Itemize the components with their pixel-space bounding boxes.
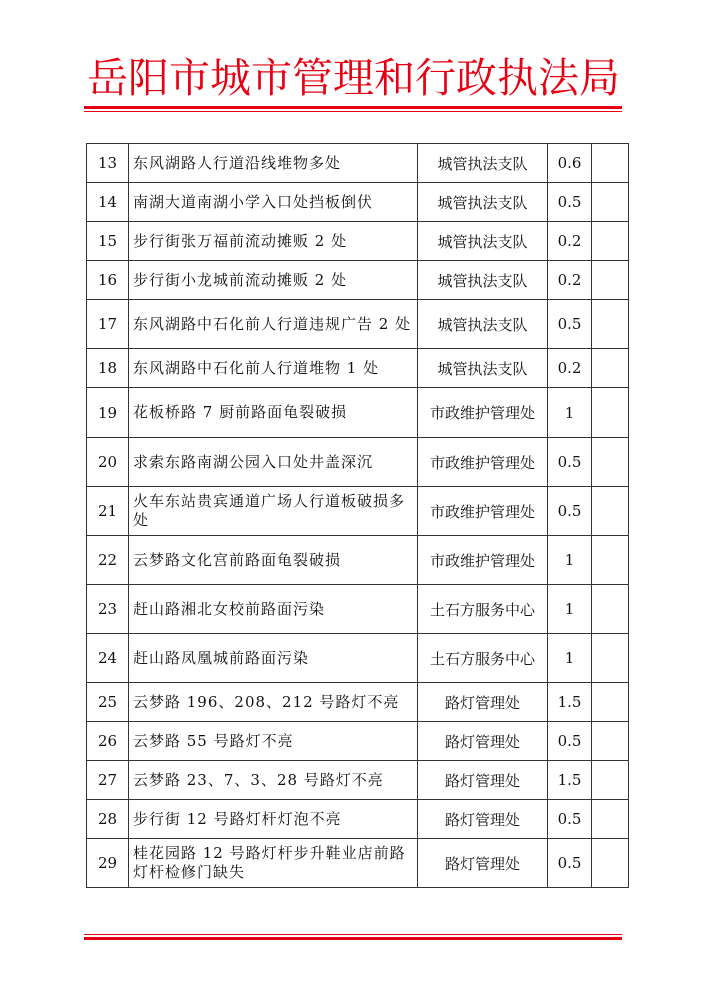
- issue-description: 云梦路文化宫前路面龟裂破损: [129, 536, 418, 585]
- issue-description: 求索东路南湖公园入口处井盖深沉: [129, 438, 418, 487]
- issue-description: 云梦路 55 号路灯不亮: [129, 722, 418, 761]
- responsible-department: 路灯管理处: [418, 761, 548, 800]
- deduction-score: 0.5: [548, 800, 592, 839]
- remarks-cell: [592, 388, 629, 438]
- responsible-department: 路灯管理处: [418, 683, 548, 722]
- table-row: [87, 683, 629, 722]
- issue-description: 南湖大道南湖小学入口处挡板倒伏: [129, 183, 418, 222]
- issue-description: 步行街 12 号路灯杆灯泡不亮: [129, 800, 418, 839]
- deduction-score: 0.6: [548, 144, 592, 183]
- footer-rule-thin: [84, 934, 622, 935]
- responsible-department: 路灯管理处: [418, 839, 548, 888]
- responsible-department: 土石方服务中心: [418, 634, 548, 683]
- table-row: [87, 438, 629, 487]
- remarks-cell: [592, 839, 629, 888]
- responsible-department: 市政维护管理处: [418, 487, 548, 536]
- header-rule-thin: [84, 111, 622, 112]
- responsible-department: 城管执法支队: [418, 183, 548, 222]
- deduction-score: 0.5: [548, 438, 592, 487]
- responsible-department: 城管执法支队: [418, 300, 548, 349]
- remarks-cell: [592, 634, 629, 683]
- issue-description: 东风湖路中石化前人行道堆物 1 处: [129, 349, 418, 388]
- row-number: 25: [87, 683, 129, 722]
- issue-description: 火车东站贵宾通道广场人行道板破损多处: [129, 487, 418, 536]
- row-number: 19: [87, 388, 129, 438]
- remarks-cell: [592, 800, 629, 839]
- issue-description: 步行街小龙城前流动摊贩 2 处: [129, 261, 418, 300]
- table-row: [87, 536, 629, 585]
- remarks-cell: [592, 722, 629, 761]
- deduction-score: 0.5: [548, 839, 592, 888]
- responsible-department: 土石方服务中心: [418, 585, 548, 634]
- deduction-score: 0.5: [548, 183, 592, 222]
- table-row: [87, 634, 629, 683]
- row-number: 14: [87, 183, 129, 222]
- row-number: 17: [87, 300, 129, 349]
- deduction-score: 0.5: [548, 487, 592, 536]
- row-number: 21: [87, 487, 129, 536]
- responsible-department: 城管执法支队: [418, 144, 548, 183]
- page-title: 岳阳市城市管理和行政执法局: [87, 54, 620, 102]
- issue-description: 赶山路湘北女校前路面污染: [129, 585, 418, 634]
- issue-description: 赶山路凤凰城前路面污染: [129, 634, 418, 683]
- table-row: [87, 183, 629, 222]
- table-row: [87, 388, 629, 438]
- table-row: [87, 222, 629, 261]
- row-number: 28: [87, 800, 129, 839]
- responsible-department: 路灯管理处: [418, 800, 548, 839]
- row-number: 13: [87, 144, 129, 183]
- deduction-score: 1.5: [548, 761, 592, 800]
- table-row: [87, 300, 629, 349]
- issue-description: 东风湖路中石化前人行道违规广告 2 处: [129, 300, 418, 349]
- responsible-department: 市政维护管理处: [418, 536, 548, 585]
- table-row: [87, 261, 629, 300]
- remarks-cell: [592, 585, 629, 634]
- row-number: 24: [87, 634, 129, 683]
- table-row: [87, 349, 629, 388]
- header-rule-thick: [84, 106, 622, 109]
- remarks-cell: [592, 487, 629, 536]
- deduction-score: 0.2: [548, 349, 592, 388]
- row-number: 16: [87, 261, 129, 300]
- responsible-department: 城管执法支队: [418, 349, 548, 388]
- responsible-department: 市政维护管理处: [418, 388, 548, 438]
- remarks-cell: [592, 300, 629, 349]
- deduction-score: 0.5: [548, 722, 592, 761]
- issue-description: 云梦路 196、208、212 号路灯不亮: [129, 683, 418, 722]
- row-number: 15: [87, 222, 129, 261]
- deduction-score: 0.2: [548, 261, 592, 300]
- remarks-cell: [592, 761, 629, 800]
- issue-description: 花板桥路 7 厨前路面龟裂破损: [129, 388, 418, 438]
- remarks-cell: [592, 536, 629, 585]
- issues-table-body: [87, 144, 629, 888]
- remarks-cell: [592, 144, 629, 183]
- responsible-department: 市政维护管理处: [418, 438, 548, 487]
- table-row: [87, 800, 629, 839]
- deduction-score: 0.5: [548, 300, 592, 349]
- row-number: 18: [87, 349, 129, 388]
- remarks-cell: [592, 183, 629, 222]
- table-row: [87, 761, 629, 800]
- remarks-cell: [592, 438, 629, 487]
- deduction-score: 0.2: [548, 222, 592, 261]
- remarks-cell: [592, 683, 629, 722]
- row-number: 29: [87, 839, 129, 888]
- row-number: 22: [87, 536, 129, 585]
- remarks-cell: [592, 349, 629, 388]
- issues-table: [86, 143, 629, 888]
- responsible-department: 路灯管理处: [418, 722, 548, 761]
- table-row: [87, 144, 629, 183]
- remarks-cell: [592, 222, 629, 261]
- issue-description: 云梦路 23、7、3、28 号路灯不亮: [129, 761, 418, 800]
- responsible-department: 城管执法支队: [418, 261, 548, 300]
- responsible-department: 城管执法支队: [418, 222, 548, 261]
- table-row: [87, 487, 629, 536]
- deduction-score: 1: [548, 634, 592, 683]
- row-number: 26: [87, 722, 129, 761]
- deduction-score: 1: [548, 536, 592, 585]
- footer-rule-thick: [84, 937, 622, 940]
- row-number: 27: [87, 761, 129, 800]
- row-number: 23: [87, 585, 129, 634]
- issue-description: 东风湖路人行道沿线堆物多处: [129, 144, 418, 183]
- issue-description: 步行街张万福前流动摊贩 2 处: [129, 222, 418, 261]
- table-row: [87, 839, 629, 888]
- table-row: [87, 585, 629, 634]
- deduction-score: 1: [548, 585, 592, 634]
- deduction-score: 1.5: [548, 683, 592, 722]
- deduction-score: 1: [548, 388, 592, 438]
- table-row: [87, 722, 629, 761]
- remarks-cell: [592, 261, 629, 300]
- issue-description: 桂花园路 12 号路灯杆步升鞋业店前路灯杆检修门缺失: [129, 839, 418, 888]
- row-number: 20: [87, 438, 129, 487]
